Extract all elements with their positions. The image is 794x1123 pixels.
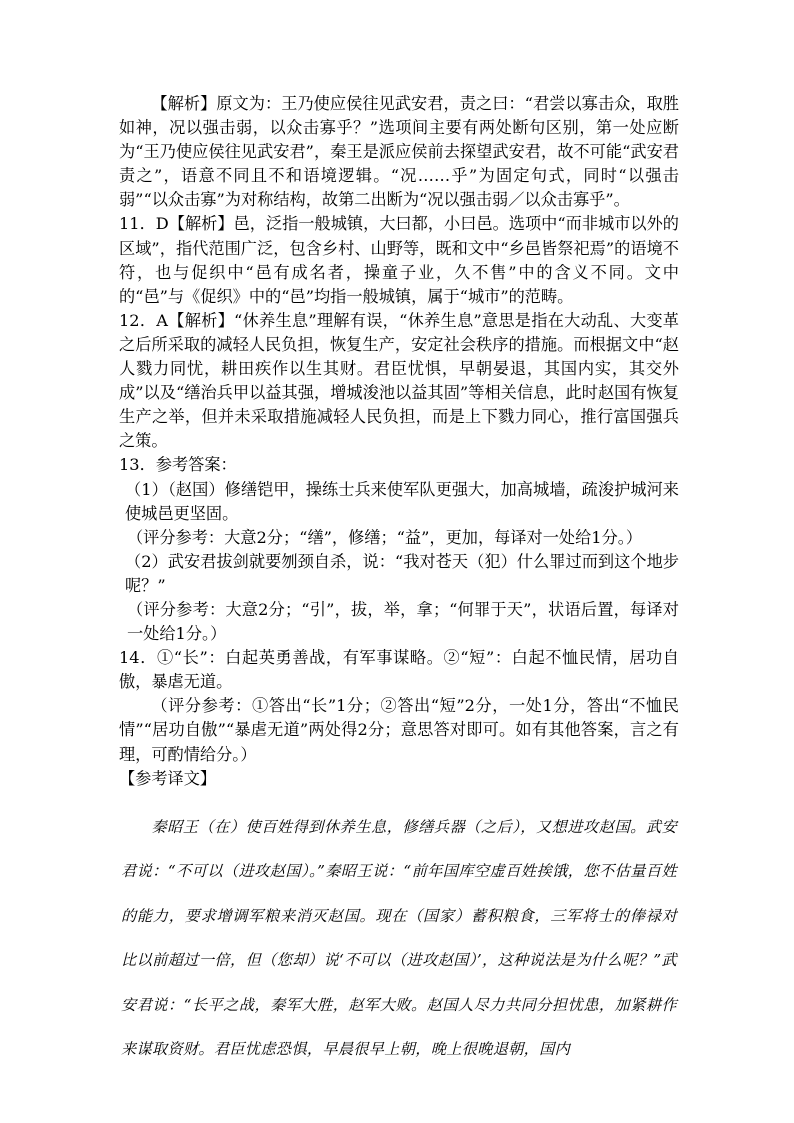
- document-page: [119, 92, 679, 1087]
- answer-13-part-2: （2）武安君拔剑就要刎颈自杀，说：“我对苍天（犯）什么罪过而到这个地步呢？”: [125, 551, 679, 595]
- answer-14: 14．①“长”：白起英勇善战，有军事谋略。②“短”：白起不恤民情，居功自傲，暴虐无道。: [119, 648, 679, 692]
- answer-13-heading: 13．参考答案：: [119, 455, 237, 475]
- answer-13-part-2-score: （评分参考：大意2分；“引”，拔，举，拿；“何罪于天”，状语后置，每译对一处给1分。）: [127, 599, 679, 644]
- answer-12: 12．A【解析】“休养生息”理解有误，“休养生息”意思是指在大动乱、大变革之后所采取的减轻人民负担，恢复生产，安定社会秩序的措施。而根据文中“赵人戮力同忧，耕田疾作以生其财。君臣忧惧，早朝晏退，其国内实，其交外成”以及“缮治兵甲以益其强，增城浚池以益其固”等相关信息，此时赵国有恢复生产之举，但并未采取措施减轻人民负担，而是上下戮力同心，推行富国强兵之策。: [119, 310, 679, 451]
- reference-translation-text: 秦昭王（在）使百姓得到休养生息，修缮兵器（之后），又想进攻赵国。武安君说：“不可以（进攻赵国）。”秦昭王说：“前年国库空虚百姓挨饿，您不估量百姓的能力，要求增调军粮来消灭赵国。现在（国家）蓄积粮食，三军将士的俸禄对比以前超过一倍，但（您却）说‘不可以（进攻赵国）’，这种说法是为什么呢？”武安君说：“长平之战，秦军大胜，赵军大败。赵国人尽力共同分担忧患，加紧耕作来谋取资财。君臣忧虑恐惧，早晨很早上朝，晚上很晚退朝，国内: [121, 817, 677, 1059]
- reference-translation-title: 【参考译文】: [119, 768, 217, 788]
- analysis-paragraph-10: 【解析】原文为：王乃使应侯往见武安君，责之曰：“君尝以寡击众，取胜如神，况以强击弱，以众击寡乎？”选项间主要有两处断句区别，第一处应断为“王乃使应侯往见武安君”，秦王是派应侯前去探望武安君，故不可能“武安君责之”，语意不同且不和语境逻辑。“况……乎”为固定句式，同时“以强击弱”“以众击寡”为对称结构，故第二出断为“况以强击弱／以众击寡乎”。: [119, 94, 679, 210]
- answer-13-part-1-score: （评分参考：大意2分；“缮”，修缮；“益”，更加，每译对一处给1分。）: [127, 527, 643, 547]
- answer-11: 11．D【解析】邑，泛指一般城镇，大曰都，小曰邑。选项中“而非城市以外的区域”，指代范围广泛，包含乡村、山野等，既和文中“乡邑皆祭祀焉”的语境不符，也与促织中“邑有成名者，操童子业，久不售”中的含义不同。文中的“邑”与《促织》中的“邑”均指一般城镇，属于“城市”的范畴。: [119, 214, 679, 306]
- answer-13-part-1: （1）（赵国）修缮铠甲，操练士兵来使军队更强大，加高城墙，疏浚护城河来使城邑更坚固。: [125, 479, 679, 523]
- answer-14-score: （评分参考：①答出“长”1分；②答出“短”2分，一处1分，答出“不恤民情”“居功自傲”“暴虐无道”两处得2分；意思答对即可。如有其他答案，言之有理，可酌情给分。）: [119, 696, 679, 764]
